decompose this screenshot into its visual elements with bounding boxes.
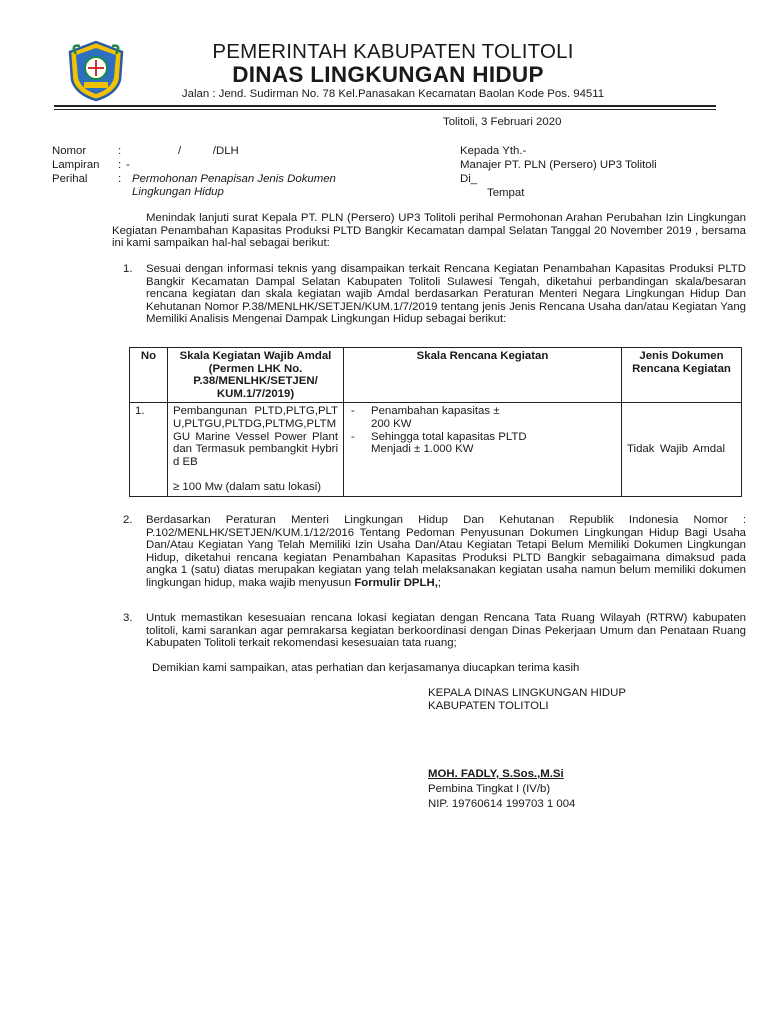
rencana-item: - Penambahan kapasitas ± 200 KW (349, 405, 616, 430)
nomor-colon: : (118, 145, 122, 157)
perihal-colon: : (118, 173, 122, 185)
header-skala-rencana: Skala Rencana Kegiatan (344, 348, 622, 403)
recipient-line4: Tempat (487, 187, 525, 199)
signatory-rank: Pembina Tingkat I (IV/b) (428, 783, 551, 795)
header-no: No (130, 348, 168, 403)
letterhead-rule-thin (54, 109, 716, 110)
row-skala-wajib (168, 403, 344, 497)
nomor-value: / /DLH (178, 145, 239, 157)
lampiran-colon: : (118, 159, 122, 171)
row-no: 1. (130, 403, 168, 497)
table-row (130, 403, 742, 497)
signatory-name: MOH. FADLY, S.Sos.,M.Si (428, 768, 564, 780)
table-header-row (130, 348, 742, 403)
point-2-text: Berdasarkan Peraturan Menteri Lingkungan Hidup Dan Kehutanan Republik Indonesia Nomor : P.102/MENLHK/SETJEN/KUM.1/12/2016 Tentang Pedoman Penyusunan Dokumen Lingkungan Hidup Bagi Usaha Dan/Atau Kegiatan Yang Telah Memiliki Izin Usaha Dan/Atau Kegiatan Tetapi Belum Memiliki Dokumen Lingkungan Hidup, diketahui rencana kegiatan Penambahan Kapasitas Produksi PLTD Bangkir sebagaimana dimaksud pada angka 1 (satu) diatas merupakan kegiatan yang telah melaksanakan kegiatan usaha namun belum memiliki dokumen lingkungan hidup, maka wajib menyusun Formulir DPLH,; (146, 514, 746, 589)
recipient-line3: Di_ (460, 173, 478, 185)
signatory-nip: NIP. 19760614 199703 1 004 (428, 798, 576, 810)
letter-date: Tolitoli, 3 Februari 2020 (443, 116, 562, 128)
recipient-line2: Manajer PT. PLN (Persero) UP3 Tolitoli (460, 159, 657, 171)
row-skala-wajib-text: Pembangunan PLTD,PLTG,PLTU,PLTGU,PLTDG,PLTMG,PLTMGU Marine Vessel Power Plant dan Termasuk pembangkit Hybrid EB (173, 405, 338, 468)
lampiran-value: - (126, 159, 130, 171)
row-rencana (344, 403, 622, 497)
intro-paragraph: Menindak lanjuti surat Kepala PT. PLN (Persero) UP3 Tolitoli perihal Permohonan Arahan Perubahan Izin Lingkungan Kegiatan Penambahan Kapasitas Produksi PLTD Bangkir Kecamatan dampal Selatan Tanggal 20 November 2019 , bersama ini kami sampaikan hal-hal sebagai berikut: (112, 212, 746, 250)
recipient-line1: Kepada Yth.- (460, 145, 527, 157)
rencana-item: - Sehingga total kapasitas PLTD Menjadi ± 1.000 KW (349, 431, 616, 456)
perihal-line2: Lingkungan Hidup (132, 186, 224, 198)
row-skala-wajib-threshold: ≥ 100 Mw (dalam satu lokasi) (173, 481, 322, 494)
letterhead-government: PEMERINTAH KABUPATEN TOLITOLI (212, 40, 574, 63)
point-3-number: 3. (123, 612, 133, 624)
letterhead-agency: DINAS LINGKUNGAN HIDUP (232, 62, 544, 87)
letterhead-address: Jalan : Jend. Sudirman No. 78 Kel.Panasakan Kecamatan Baolan Kode Pos. 94511 (181, 88, 605, 100)
lampiran-label: Lampiran (52, 159, 100, 171)
point-1-text: Sesuai dengan informasi teknis yang disampaikan terkait Rencana Kegiatan Penambahan Kapasitas Produksi PLTD Bangkir Kecamatan Dampal Selatan Kabupaten Tolitoli Sulawesi Tengah, diketahui perbandingan skala/besaran rencana kegiatan dan skala kegiatan wajib Amdal berdasarkan Peraturan Menteri Negara Lingkungan Hidup Dan Kehutanan Nomor P.38/MENLHK/SETJEN/KUM.1/7/2019 tentang jenis Jenis Rencana Usaha dan/atau Kegiatan Yang Memiliki Analisis Mengenai Dampak Lingkungan Hidup sebagai berikut: (146, 263, 746, 326)
row-jenis-text: Tidak Wajib Amdal (627, 443, 725, 456)
letterhead-rule-thick (54, 105, 716, 107)
nomor-label: Nomor (52, 145, 87, 157)
perihal-label: Perihal (52, 173, 88, 185)
point-3-text: Untuk memastikan kesesuaian rencana lokasi kegiatan dengan Rencana Tata Ruang Wilayah (RTRW) kabupaten tolitoli, kami sarankan agar pemrakarsa kegiatan berkoordinasi dengan Dinas Pekerjaan Umum dan Penataan Ruang Kabupaten Tolitoli terkait rekomendasi kesesuaian tata ruang; (146, 612, 746, 650)
signature-title-1: KEPALA DINAS LINGKUNGAN HIDUP (428, 687, 626, 699)
comparison-table (129, 347, 742, 497)
header-jenis-dokumen: Jenis Dokumen Rencana Kegiatan (622, 348, 742, 403)
formulir-dplh: Formulir DPLH, (354, 576, 438, 589)
perihal-line1: Permohonan Penapisan Jenis Dokumen (132, 173, 336, 185)
header-skala-wajib: Skala Kegiatan Wajib Amdal (Permen LHK No. P.38/MENLHK/SETJEN/ KUM.1/7/2019) (168, 348, 344, 403)
point-2-number: 2. (123, 514, 133, 526)
signature-title-2: KABUPATEN TOLITOLI (428, 700, 549, 712)
row-jenis (622, 403, 742, 497)
point-1-number: 1. (123, 263, 133, 275)
closing-sentence: Demikian kami sampaikan, atas perhatian dan kerjasamanya diucapkan terima kasih (152, 662, 580, 674)
